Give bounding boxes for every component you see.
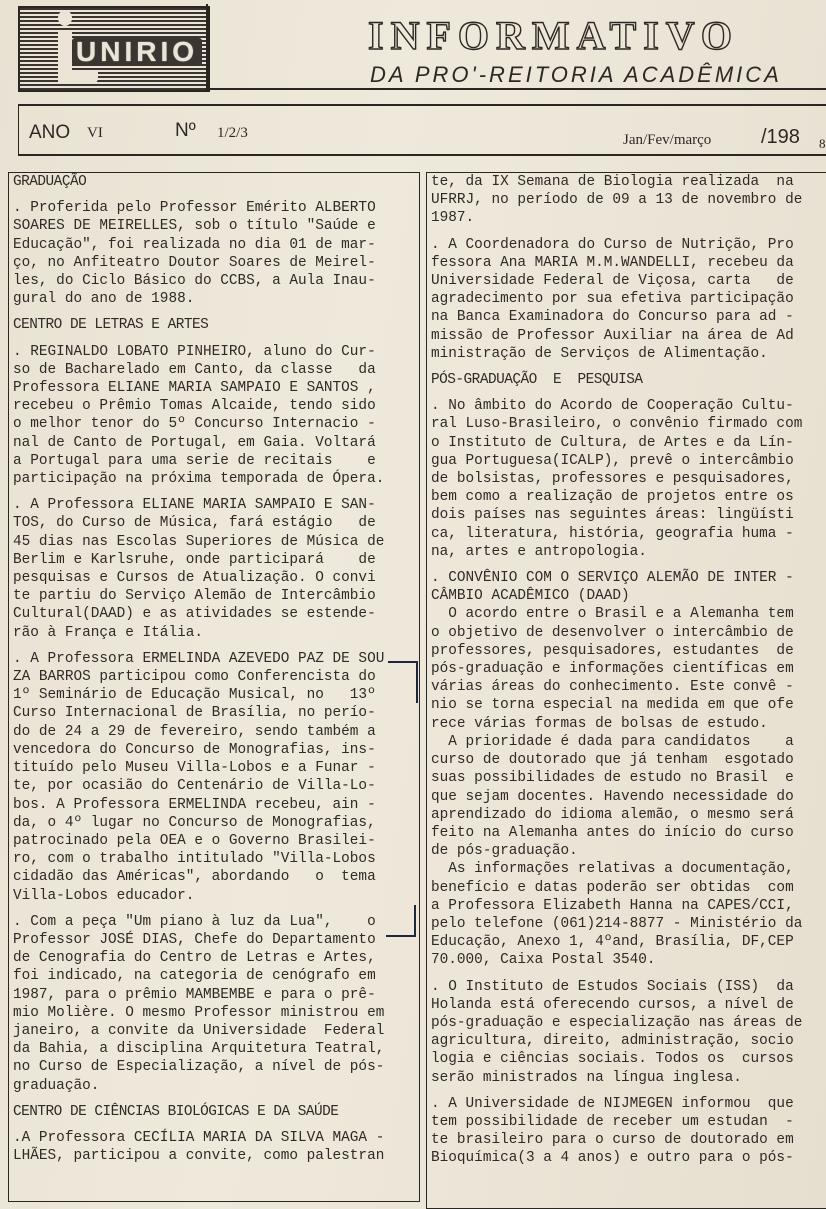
paragraph-line: Bioquímica(3 a 4 anos) e outro para o pós- xyxy=(431,1150,794,1167)
paragraph-line: nio se torna especial na medida em que ofe xyxy=(431,697,794,714)
unirio-logo xyxy=(18,6,210,92)
newsletter-subtitle: DA PRO'-REITORIA ACADÊMICA xyxy=(370,62,782,87)
article-paragraph xyxy=(431,569,802,969)
issue-info-bar xyxy=(18,104,826,156)
paragraph-line: . Proferida pelo Professor Emérito ALBERTO xyxy=(13,200,376,217)
paragraph-line: da, o 4º lugar no Concurso de Monografias, xyxy=(13,814,376,831)
paragraph-line: . O Instituto de Estudos Sociais (ISS) da xyxy=(431,978,794,995)
paragraph-line: agricultura, direito, administração, socio xyxy=(431,1033,794,1050)
paragraph-line: Educação, Anexo 1, 4ºand, Brasília, DF,CEP xyxy=(431,934,794,951)
paragraph-line: a Professora Elizabeth Hanna na CAPES/CCI, xyxy=(431,897,794,914)
paragraph-line: de pós-graduação. xyxy=(431,843,578,860)
paragraph-line: Villa-Lobos educador. xyxy=(13,887,195,904)
paragraph-line: Educação", foi realizada no dia 01 de mar- xyxy=(13,236,376,253)
paragraph-line: . CONVÊNIO COM O SERVIÇO ALEMÃO DE INTER - xyxy=(431,570,794,587)
article-paragraph xyxy=(13,199,384,308)
handwritten-bracket-mark xyxy=(386,905,416,937)
section-heading: PÓS-GRADUAÇÃO E PESQUISA xyxy=(431,372,643,389)
paragraph-line: . A Coordenadora do Curso de Nutrição, Pro xyxy=(431,236,794,253)
section-heading: CENTRO DE CIÊNCIAS BIOLÓGICAS E DA SAÚDE xyxy=(13,1103,339,1120)
paragraph-line: te, por ocasião do Centenário de Villa-Lo- xyxy=(13,778,376,795)
paragraph-line: .A Professora CECÍLIA MARIA DA SILVA MAGA - xyxy=(13,1129,385,1146)
paragraph-line: les, do Ciclo Básico do CCBS, a Aula Inau- xyxy=(13,273,376,290)
paragraph-line: LHÃES, participou a convite, como palestran xyxy=(13,1148,385,1165)
paragraph-line: te partiu do Serviço Alemão de Intercâmbio xyxy=(13,588,376,605)
paragraph-line: janeiro, a convite da Universidade Federal xyxy=(13,1022,385,1039)
paragraph-line: . REGINALDO LOBATO PINHEIRO, aluno do Cur- xyxy=(13,343,376,360)
paragraph-line: CÂMBIO ACADÊMICO (DAAD) xyxy=(431,588,630,605)
paragraph-line: . A Professora ELIANE MARIA SAMPAIO E SAN- xyxy=(13,497,376,514)
article-paragraph xyxy=(13,913,384,1095)
spacer xyxy=(13,905,384,913)
spacer xyxy=(13,642,384,650)
paragraph-line: UFRRJ, no período de 09 a 13 de novembro de xyxy=(431,192,803,209)
section-heading: GRADUAÇÃO xyxy=(13,174,87,190)
right-column xyxy=(426,172,826,1209)
paragraph-line: o objetivo de desenvolver o intercâmbio de xyxy=(431,624,794,641)
paragraph-line: ZA BARROS participou como Conferencista do xyxy=(13,669,376,686)
paragraph-line: 70.000, Caixa Postal 3540. xyxy=(431,952,656,969)
logo-text: UNIRIO xyxy=(72,38,202,66)
paragraph-line: ministração de Serviços de Alimentação. xyxy=(431,345,768,362)
paragraph-line: da Bahia, a disciplina Arquitetura Teatral, xyxy=(13,1041,385,1058)
newsletter-title: INFORMATIVO xyxy=(368,13,740,58)
paragraph-line: vencedora do Concurso de Monografias, ins- xyxy=(13,741,376,758)
paragraph-line: recebeu o Prêmio Tomas Alcaide, tendo sido xyxy=(13,398,376,415)
paragraph-line: nal de Canto de Portugal, em Gaia. Voltará xyxy=(13,434,376,451)
paragraph-line: do de 24 a 29 de fevereiro, sendo também a xyxy=(13,723,376,740)
paragraph-line: O acordo entre o Brasil e a Alemanha tem xyxy=(431,606,794,623)
handwritten-bracket-mark xyxy=(388,661,418,703)
paragraph-line: graduação. xyxy=(13,1077,100,1094)
paragraph-line: missão de Professor Auxiliar na área de Ad xyxy=(431,327,794,344)
paragraph-line: que sejam docentes. Havendo necessidade do xyxy=(431,788,794,805)
spacer xyxy=(431,389,802,397)
paragraph-line: . A Professora ERMELINDA AZEVEDO PAZ DE SOU xyxy=(13,650,385,667)
paragraph-line: serão ministrados na língua inglesa. xyxy=(431,1069,742,1086)
issue-year-label: ANO xyxy=(29,122,71,143)
paragraph-line: 1º Seminário de Educação Musical, no 13º xyxy=(13,687,376,704)
spacer xyxy=(13,1121,384,1129)
paragraph-line: te brasileiro para o curso de doutorado em xyxy=(431,1132,794,1149)
paragraph-line: curso de doutorado que já tenham esgotado xyxy=(431,752,794,769)
paragraph-line: te, da IX Semana de Biologia realizada na xyxy=(431,174,794,190)
spacer xyxy=(13,191,384,199)
article-paragraph xyxy=(431,236,802,363)
paragraph-line: As informações relativas a documentação, xyxy=(431,861,794,878)
paragraph-line: pós-graduação e informações científicas em xyxy=(431,661,794,678)
paragraph-line: tituído pelo Museu Villa-Lobos e a Funar - xyxy=(13,760,376,777)
paragraph-line: . A Universidade de NIJMEGEN informou que xyxy=(431,1095,794,1112)
paragraph-line: aprendizado do idioma alemão, o mesmo será xyxy=(431,806,794,823)
article-paragraph xyxy=(431,173,802,228)
paragraph-line: mio Molière. O mesmo Professor ministrou em xyxy=(13,1004,385,1021)
spacer xyxy=(13,1095,384,1103)
paragraph-line: de bolsistas, professores e pesquisadores, xyxy=(431,471,794,488)
paragraph-line: TOS, do Curso de Música, fará estágio de xyxy=(13,515,376,532)
paragraph-line: rece várias formas de bolsas de estudo. xyxy=(431,715,768,732)
paragraph-line: bos. A Professora ERMELINDA recebeu, ain - xyxy=(13,796,376,813)
paragraph-line: 1987, para o prêmio MAMBEMBE e para o prê- xyxy=(13,986,376,1003)
paragraph-line: professores, pesquisadores, estudantes de xyxy=(431,642,794,659)
paragraph-line: de Cenografia do Centro de Letras e Artes, xyxy=(13,950,376,967)
paragraph-line: ro, com o trabalho intitulado "Villa-Lobos xyxy=(13,851,376,868)
spacer xyxy=(431,970,802,978)
paragraph-line: o melhor tenor do 5º Concurso Internacio - xyxy=(13,416,376,433)
article-paragraph xyxy=(13,650,384,905)
issue-number-value: 1/2/3 xyxy=(217,125,248,141)
paragraph-line: so de Bacharelado em Canto, da classe da xyxy=(13,361,376,378)
masthead-title-box xyxy=(206,4,826,90)
spacer xyxy=(431,561,802,569)
paragraph-line: Professora ELIANE MARIA SAMPAIO E SANTOS , xyxy=(13,380,376,397)
paragraph-line: pelo telefone (061)214-8877 - Ministério da xyxy=(431,915,803,932)
paragraph-line: Professor JOSÉ DIAS, Chefe do Departamento xyxy=(13,931,376,948)
paragraph-line: dois países nas seguintes áreas: lingüísti xyxy=(431,507,794,524)
spacer xyxy=(431,1087,802,1095)
spacer xyxy=(431,228,802,236)
paragraph-line: logia e ciências sociais. Todos os cursos xyxy=(431,1051,794,1068)
paragraph-line: . No âmbito do Acordo de Cooperação Cultu- xyxy=(431,398,794,415)
paragraph-line: Universidade Federal de Viçosa, carta de xyxy=(431,273,794,290)
paragraph-line: Holanda está oferecendo cursos, a nível de xyxy=(431,996,794,1013)
issue-date-year-digit: 8 xyxy=(819,136,826,151)
spacer xyxy=(13,308,384,316)
issue-year-value: VI xyxy=(87,125,103,141)
paragraph-line: A prioridade é dada para candidatos a xyxy=(431,733,794,750)
paragraph-line: no Curso de Especialização, a nível de pós- xyxy=(13,1059,385,1076)
logo-dot-icon xyxy=(58,10,72,26)
paragraph-line: SOARES DE MEIRELLES, sob o título "Saúde e xyxy=(13,218,376,235)
article-paragraph xyxy=(13,496,384,642)
section-heading: CENTRO DE LETRAS E ARTES xyxy=(13,317,209,334)
paragraph-line: foi indicado, na categoria de cenógrafo em xyxy=(13,968,376,985)
paragraph-line: 45 dias nas Escolas Superiores de Música de xyxy=(13,533,385,550)
paragraph-line: Berlim e Karlsruhe, onde participará de xyxy=(13,551,376,568)
paragraph-line: patrocinado pela OEA e o Governo Brasilei- xyxy=(13,832,376,849)
paragraph-line: gural do ano de 1988. xyxy=(13,291,195,308)
left-column xyxy=(8,172,420,1202)
paragraph-line: tem possibilidade de receber um estudan - xyxy=(431,1113,794,1130)
paragraph-line: . Com a peça "Um piano à luz da Lua", o xyxy=(13,913,376,930)
paragraph-line: ca, literatura, história, geografia huma - xyxy=(431,525,794,542)
article-paragraph xyxy=(431,978,802,1087)
paragraph-line: suas possibilidades de estudo no Brasil e xyxy=(431,770,794,787)
paragraph-line: a Portugal para uma serie de recitais e xyxy=(13,452,376,469)
spacer xyxy=(431,363,802,371)
paragraph-line: o Instituto de Cultura, de Artes e da Lín- xyxy=(431,434,794,451)
paragraph-line: várias áreas do conhecimento. Este convê - xyxy=(431,679,794,696)
article-paragraph xyxy=(431,397,802,561)
paragraph-line: cidadão das Américas", abordando o tema xyxy=(13,869,376,886)
paragraph-line: Cultural(DAAD) e as atividades se estende- xyxy=(13,606,376,623)
paragraph-line: agradecimento por sua efetiva participação xyxy=(431,291,794,308)
article-paragraph xyxy=(13,1129,384,1165)
paragraph-line: na, artes e antropologia. xyxy=(431,543,647,560)
paragraph-line: feito na Alemanha antes do início do curso xyxy=(431,824,794,841)
paragraph-line: participação na próxima temporada de Ópera. xyxy=(13,471,385,488)
article-paragraph xyxy=(13,343,384,489)
paragraph-line: pesquisas e Cursos de Atualização. O convi xyxy=(13,570,376,587)
paragraph-line: ço, no Anfiteatro Doutor Soares de Meirel- xyxy=(13,254,376,271)
paragraph-line: pós-graduação e especialização nas áreas de xyxy=(431,1014,803,1031)
right-column-content xyxy=(431,173,802,1168)
logo-base-icon xyxy=(58,72,98,84)
article-paragraph xyxy=(431,1095,802,1168)
issue-number-label: Nº xyxy=(175,120,196,141)
paragraph-line: bem como a realização de projetos entre os xyxy=(431,489,794,506)
paragraph-line: 1987. xyxy=(431,210,475,227)
paragraph-line: gua Portuguesa(ICALP), prevê o intercâmbio xyxy=(431,452,794,469)
spacer xyxy=(13,488,384,496)
paragraph-line: rão à França e Itália. xyxy=(13,624,203,641)
paragraph-line: benefício e datas poderão ser obtidas com xyxy=(431,879,794,896)
paragraph-line: fessora Ana MARIA M.M.WANDELLI, recebeu da xyxy=(431,254,794,271)
paragraph-line: Curso Internacional de Brasília, no perío- xyxy=(13,705,376,722)
paragraph-line: na Banca Examinadora do Concurso para ad - xyxy=(431,309,794,326)
paragraph-line: ral Luso-Brasileiro, o convênio firmado com xyxy=(431,416,803,433)
left-column-content xyxy=(13,173,384,1165)
issue-months: Jan/Fev/março xyxy=(623,132,712,148)
issue-date-year: /198 xyxy=(761,126,800,148)
spacer xyxy=(13,335,384,343)
